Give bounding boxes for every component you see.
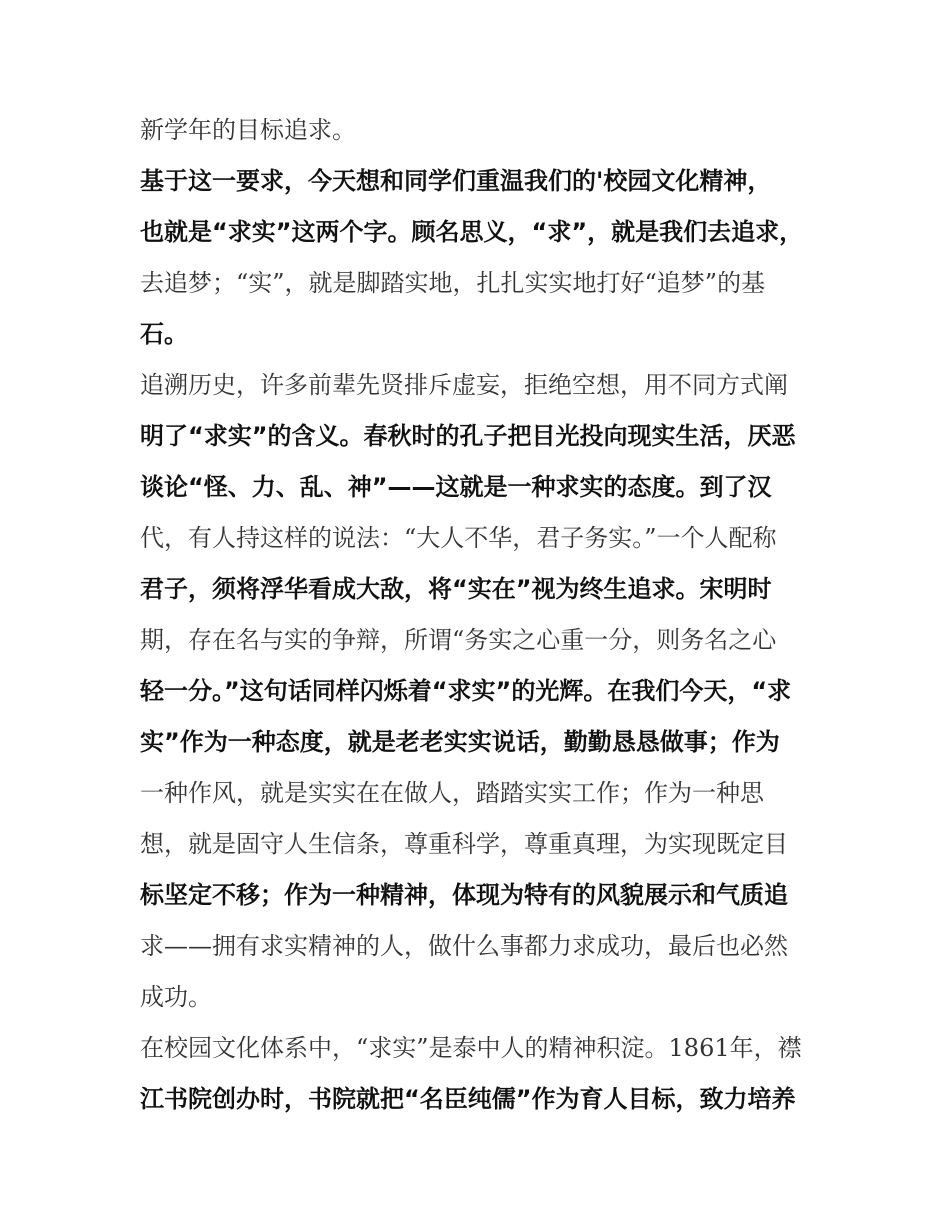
text-line-2: 基于这一要求，今天想和同学们重温我们的'校园文化精神，	[140, 167, 772, 195]
text-line-13: 实”作为一种态度，就是老老实实说话，勤勤恳恳做事；作为	[140, 728, 780, 756]
text-line-7: 明了“求实”的含义。春秋时的孔子把目光投向现实生活，厌恶	[140, 422, 796, 450]
text-line-8: 谈论“怪、力、乱、神”——这就是一种求实的态度。到了汉	[140, 473, 772, 501]
text-line-14: 一种作风，就是实实在在做人，踏踏实实工作；作为一种思	[140, 779, 764, 807]
text-line-3: 也就是“求实”这两个字。顾名思义，“求”，就是我们去追求，	[140, 218, 804, 246]
text-line-15: 想，就是固守人生信条，尊重科学，尊重真理，为实现既定目	[140, 830, 788, 858]
text-line-1: 新学年的目标追求。	[140, 116, 356, 144]
text-line-11: 期，存在名与实的争辩，所谓“务实之心重一分，则务名之心	[140, 626, 777, 654]
text-line-19: 在校园文化体系中，“求实”是泰中人的精神积淀。1861年，襟	[140, 1034, 802, 1062]
text-line-6: 追溯历史，许多前辈先贤排斥虚妄，拒绝空想，用不同方式阐	[140, 371, 788, 399]
text-line-17: 求——拥有求实精神的人，做什么事都力求成功，最后也必然	[140, 932, 788, 960]
text-line-18: 成功。	[140, 983, 212, 1011]
text-line-12: 轻一分。”这句话同样闪烁着“求实”的光辉。在我们今天，“求	[140, 677, 792, 705]
text-line-16: 标坚定不移；作为一种精神，体现为特有的风貌展示和气质追	[140, 881, 788, 909]
text-line-20: 江书院创办时，书院就把“名臣纯儒”作为育人目标，致力培养	[140, 1085, 796, 1113]
text-line-10: 君子，须将浮华看成大敌，将“实在”视为终生追求。宋明时	[140, 575, 772, 603]
text-line-4: 去追梦；“实”，就是脚踏实地，扎扎实实地打好“追梦”的基	[140, 269, 766, 297]
text-line-9: 代，有人持这样的说法：“大人不华，君子务实。”一个人配称	[140, 524, 777, 552]
text-line-5: 石。	[140, 320, 188, 348]
